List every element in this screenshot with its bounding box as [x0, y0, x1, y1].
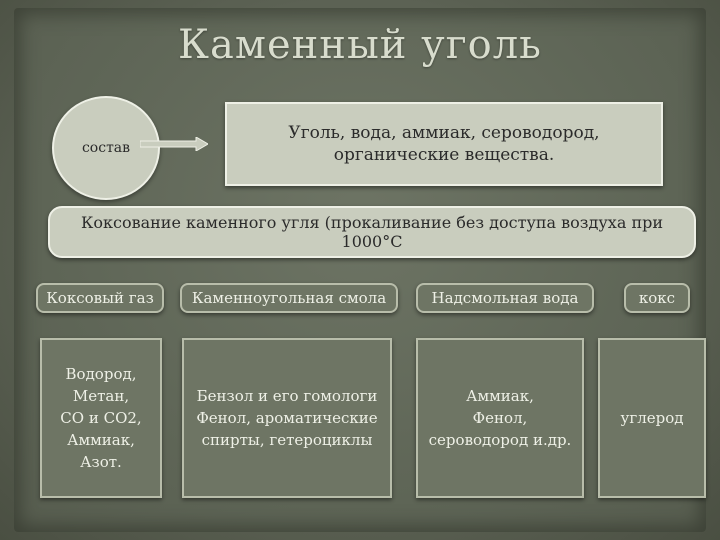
- coking-text: Коксование каменного угля (прокаливание без доступа воздуха при 1000°С: [80, 213, 664, 251]
- detail-text: углерод: [620, 409, 684, 427]
- composition-text: Уголь, вода, аммиак, сероводород, органические вещества.: [288, 123, 600, 165]
- product-label: Надсмольная вода: [431, 289, 579, 307]
- slide-title: Каменный уголь: [178, 22, 542, 68]
- product-label: Каменноугольная смола: [191, 289, 387, 307]
- product-coal-tar: [180, 283, 398, 313]
- detail-text: Бензол и его гомологи Фенол, ароматические спирты, гетероциклы: [196, 387, 378, 449]
- detail-coke-gas: [40, 338, 162, 498]
- detail-text: Водород, Метан, CO и CO2, Аммиак, Азот.: [60, 365, 142, 471]
- arrow-right-icon: [140, 137, 208, 151]
- product-label: кокс: [638, 289, 676, 307]
- detail-coal-tar: [182, 338, 392, 498]
- product-tar-water: [416, 283, 594, 313]
- detail-coke: [598, 338, 706, 498]
- composition-box: [225, 102, 663, 186]
- product-coke: [624, 283, 690, 313]
- coking-box: [48, 206, 696, 258]
- composition-label: состав: [81, 140, 131, 156]
- product-coke-gas: [36, 283, 164, 313]
- detail-text: Аммиак, Фенол, сероводород и.др.: [428, 387, 572, 449]
- product-label: Коксовый газ: [46, 289, 154, 307]
- detail-tar-water: [416, 338, 584, 498]
